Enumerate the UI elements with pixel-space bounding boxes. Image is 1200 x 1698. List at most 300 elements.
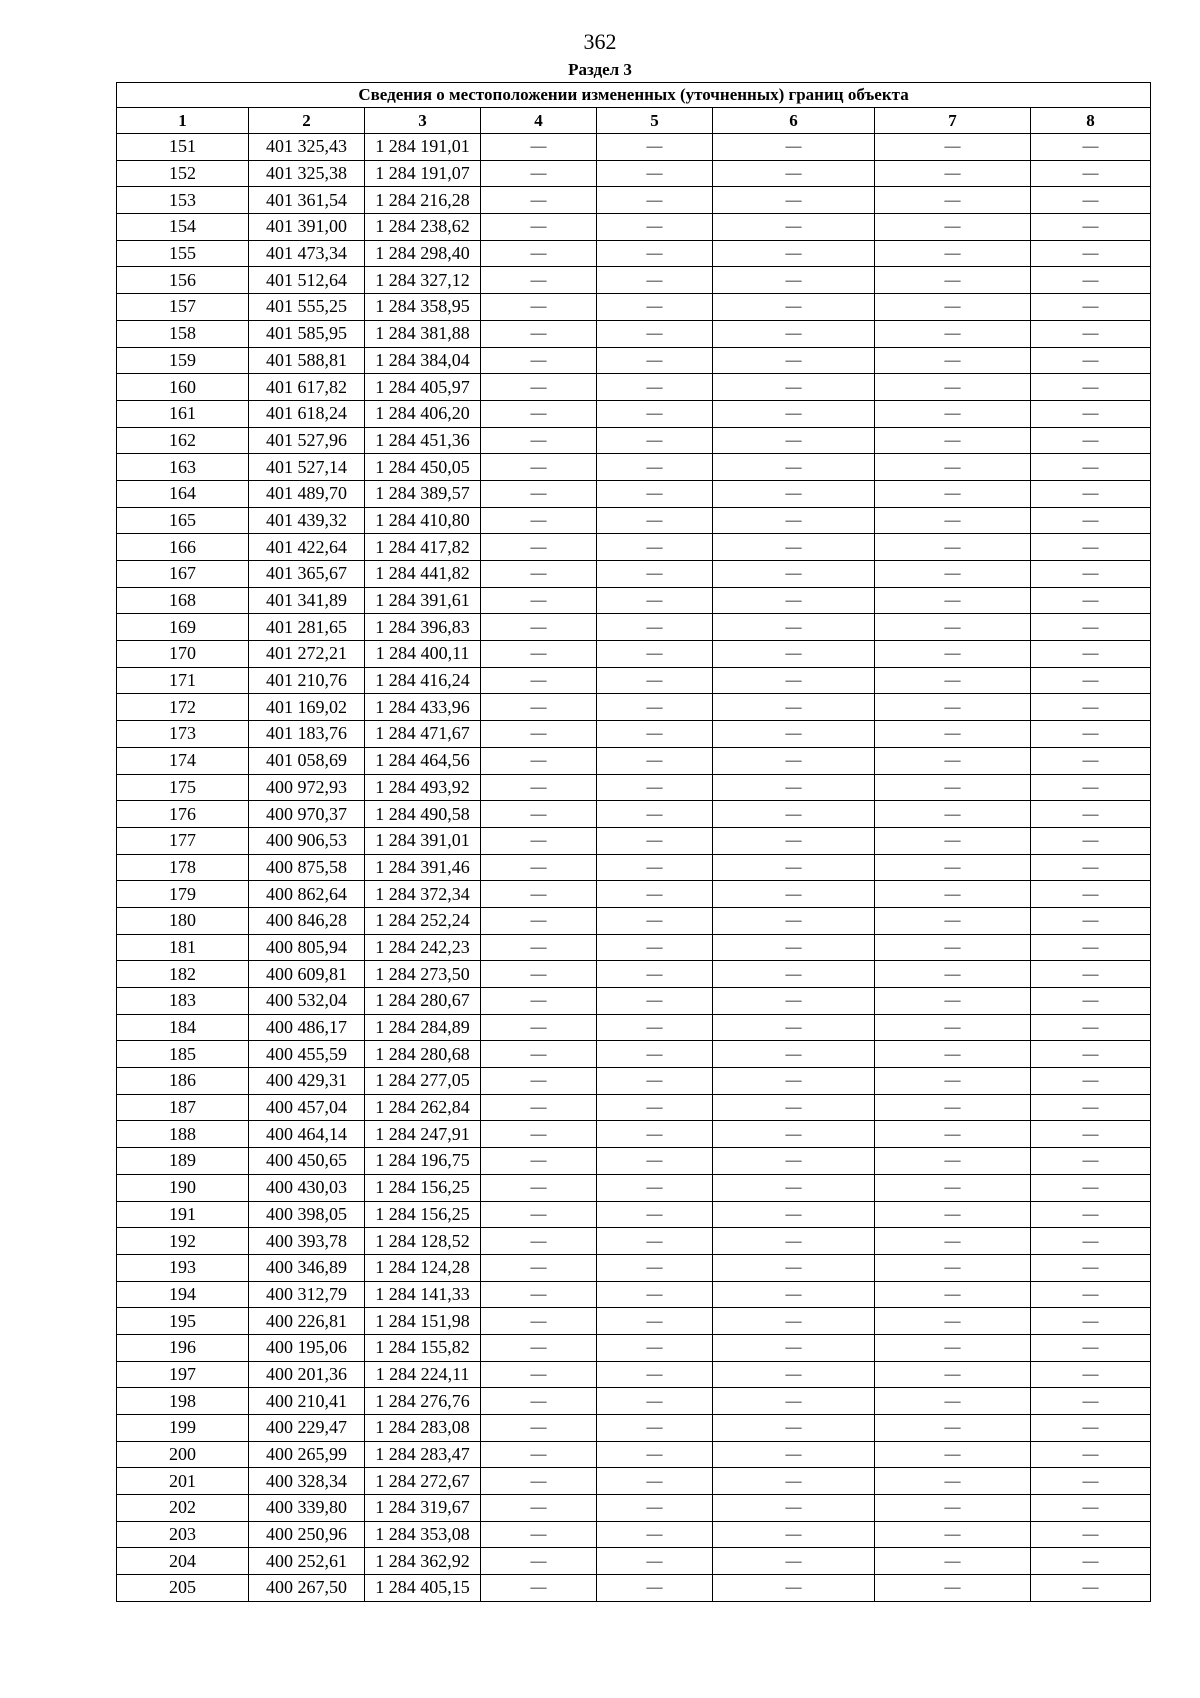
empty-value-cell: —	[875, 534, 1031, 561]
y-coordinate-cell: 1 284 381,88	[365, 320, 481, 347]
point-number-cell: 191	[117, 1201, 249, 1228]
point-number-cell: 189	[117, 1148, 249, 1175]
empty-value-cell: —	[713, 961, 875, 988]
empty-value-cell: —	[1031, 667, 1151, 694]
x-coordinate-cell: 400 252,61	[249, 1548, 365, 1575]
table-row	[117, 1041, 1151, 1068]
empty-value-cell: —	[1031, 881, 1151, 908]
point-number-cell: 161	[117, 400, 249, 427]
empty-value-cell: —	[713, 801, 875, 828]
table-row	[117, 480, 1151, 507]
table-row	[117, 1254, 1151, 1281]
x-coordinate-cell: 400 398,05	[249, 1201, 365, 1228]
empty-value-cell: —	[481, 400, 597, 427]
point-number-cell: 157	[117, 294, 249, 321]
empty-value-cell: —	[713, 1254, 875, 1281]
point-number-cell: 187	[117, 1094, 249, 1121]
empty-value-cell: —	[713, 721, 875, 748]
y-coordinate-cell: 1 284 224,11	[365, 1361, 481, 1388]
empty-value-cell: —	[1031, 214, 1151, 241]
table-body	[117, 134, 1151, 1602]
empty-value-cell: —	[1031, 774, 1151, 801]
empty-value-cell: —	[1031, 641, 1151, 668]
empty-value-cell: —	[597, 267, 713, 294]
y-coordinate-cell: 1 284 451,36	[365, 427, 481, 454]
empty-value-cell: —	[1031, 1254, 1151, 1281]
empty-value-cell: —	[597, 1014, 713, 1041]
y-coordinate-cell: 1 284 156,25	[365, 1201, 481, 1228]
empty-value-cell: —	[481, 694, 597, 721]
point-number-cell: 167	[117, 561, 249, 588]
table-row	[117, 561, 1151, 588]
empty-value-cell: —	[597, 641, 713, 668]
empty-value-cell: —	[481, 774, 597, 801]
empty-value-cell: —	[1031, 267, 1151, 294]
table-row	[117, 587, 1151, 614]
x-coordinate-cell: 401 058,69	[249, 747, 365, 774]
empty-value-cell: —	[875, 187, 1031, 214]
table-row	[117, 827, 1151, 854]
empty-value-cell: —	[1031, 160, 1151, 187]
point-number-cell: 204	[117, 1548, 249, 1575]
x-coordinate-cell: 401 365,67	[249, 561, 365, 588]
x-coordinate-cell: 401 422,64	[249, 534, 365, 561]
y-coordinate-cell: 1 284 252,24	[365, 907, 481, 934]
table-row	[117, 988, 1151, 1015]
x-coordinate-cell: 401 555,25	[249, 294, 365, 321]
empty-value-cell: —	[713, 881, 875, 908]
empty-value-cell: —	[875, 427, 1031, 454]
y-coordinate-cell: 1 284 276,76	[365, 1388, 481, 1415]
empty-value-cell: —	[597, 1388, 713, 1415]
column-header: 7	[875, 108, 1031, 134]
y-coordinate-cell: 1 284 238,62	[365, 214, 481, 241]
y-coordinate-cell: 1 284 417,82	[365, 534, 481, 561]
table-row	[117, 347, 1151, 374]
x-coordinate-cell: 401 281,65	[249, 614, 365, 641]
x-coordinate-cell: 400 265,99	[249, 1441, 365, 1468]
x-coordinate-cell: 400 226,81	[249, 1308, 365, 1335]
empty-value-cell: —	[1031, 294, 1151, 321]
empty-value-cell: —	[1031, 454, 1151, 481]
empty-value-cell: —	[875, 374, 1031, 401]
empty-value-cell: —	[597, 1521, 713, 1548]
x-coordinate-cell: 400 906,53	[249, 827, 365, 854]
x-coordinate-cell: 400 875,58	[249, 854, 365, 881]
empty-value-cell: —	[481, 1495, 597, 1522]
x-coordinate-cell: 400 229,47	[249, 1415, 365, 1442]
empty-value-cell: —	[597, 1281, 713, 1308]
point-number-cell: 197	[117, 1361, 249, 1388]
y-coordinate-cell: 1 284 196,75	[365, 1148, 481, 1175]
empty-value-cell: —	[713, 827, 875, 854]
x-coordinate-cell: 401 489,70	[249, 480, 365, 507]
empty-value-cell: —	[597, 881, 713, 908]
y-coordinate-cell: 1 284 319,67	[365, 1495, 481, 1522]
empty-value-cell: —	[1031, 1495, 1151, 1522]
empty-value-cell: —	[481, 934, 597, 961]
x-coordinate-cell: 400 267,50	[249, 1575, 365, 1602]
empty-value-cell: —	[713, 641, 875, 668]
table-row	[117, 1094, 1151, 1121]
empty-value-cell: —	[481, 1068, 597, 1095]
empty-value-cell: —	[481, 1575, 597, 1602]
empty-value-cell: —	[875, 1468, 1031, 1495]
table-row	[117, 907, 1151, 934]
empty-value-cell: —	[713, 454, 875, 481]
empty-value-cell: —	[875, 1575, 1031, 1602]
empty-value-cell: —	[481, 614, 597, 641]
empty-value-cell: —	[481, 1361, 597, 1388]
empty-value-cell: —	[597, 134, 713, 161]
point-number-cell: 159	[117, 347, 249, 374]
table-row	[117, 1201, 1151, 1228]
empty-value-cell: —	[597, 374, 713, 401]
y-coordinate-cell: 1 284 410,80	[365, 507, 481, 534]
empty-value-cell: —	[481, 320, 597, 347]
point-number-cell: 200	[117, 1441, 249, 1468]
table-row	[117, 534, 1151, 561]
empty-value-cell: —	[713, 774, 875, 801]
empty-value-cell: —	[1031, 134, 1151, 161]
empty-value-cell: —	[481, 961, 597, 988]
empty-value-cell: —	[481, 1254, 597, 1281]
table-row	[117, 747, 1151, 774]
empty-value-cell: —	[481, 827, 597, 854]
empty-value-cell: —	[875, 1361, 1031, 1388]
empty-value-cell: —	[875, 160, 1031, 187]
y-coordinate-cell: 1 284 216,28	[365, 187, 481, 214]
section-title: Раздел 3	[568, 60, 632, 79]
empty-value-cell: —	[875, 400, 1031, 427]
empty-value-cell: —	[597, 667, 713, 694]
point-number-cell: 180	[117, 907, 249, 934]
empty-value-cell: —	[1031, 1468, 1151, 1495]
empty-value-cell: —	[713, 294, 875, 321]
empty-value-cell: —	[1031, 507, 1151, 534]
x-coordinate-cell: 400 312,79	[249, 1281, 365, 1308]
empty-value-cell: —	[481, 854, 597, 881]
point-number-cell: 198	[117, 1388, 249, 1415]
empty-value-cell: —	[597, 1121, 713, 1148]
empty-value-cell: —	[713, 854, 875, 881]
empty-value-cell: —	[1031, 480, 1151, 507]
empty-value-cell: —	[875, 1201, 1031, 1228]
empty-value-cell: —	[1031, 1148, 1151, 1175]
x-coordinate-cell: 401 588,81	[249, 347, 365, 374]
empty-value-cell: —	[597, 427, 713, 454]
empty-value-cell: —	[875, 614, 1031, 641]
point-number-cell: 171	[117, 667, 249, 694]
x-coordinate-cell: 400 972,93	[249, 774, 365, 801]
empty-value-cell: —	[713, 667, 875, 694]
empty-value-cell: —	[875, 267, 1031, 294]
empty-value-cell: —	[875, 1521, 1031, 1548]
empty-value-cell: —	[1031, 1521, 1151, 1548]
table-row	[117, 1281, 1151, 1308]
point-number-cell: 163	[117, 454, 249, 481]
empty-value-cell: —	[597, 1308, 713, 1335]
table-row	[117, 507, 1151, 534]
point-number-cell: 169	[117, 614, 249, 641]
point-number-cell: 184	[117, 1014, 249, 1041]
table-row	[117, 320, 1151, 347]
table-row	[117, 721, 1151, 748]
point-number-cell: 193	[117, 1254, 249, 1281]
empty-value-cell: —	[1031, 240, 1151, 267]
empty-value-cell: —	[597, 721, 713, 748]
x-coordinate-cell: 400 457,04	[249, 1094, 365, 1121]
x-coordinate-cell: 400 609,81	[249, 961, 365, 988]
point-number-cell: 188	[117, 1121, 249, 1148]
empty-value-cell: —	[875, 480, 1031, 507]
empty-value-cell: —	[481, 1041, 597, 1068]
point-number-cell: 164	[117, 480, 249, 507]
table-row	[117, 1014, 1151, 1041]
empty-value-cell: —	[597, 1068, 713, 1095]
empty-value-cell: —	[713, 1388, 875, 1415]
empty-value-cell: —	[597, 1041, 713, 1068]
table-row	[117, 667, 1151, 694]
empty-value-cell: —	[1031, 1068, 1151, 1095]
empty-value-cell: —	[597, 907, 713, 934]
empty-value-cell: —	[597, 1361, 713, 1388]
y-coordinate-cell: 1 284 405,15	[365, 1575, 481, 1602]
empty-value-cell: —	[597, 1548, 713, 1575]
point-number-cell: 176	[117, 801, 249, 828]
x-coordinate-cell: 400 195,06	[249, 1334, 365, 1361]
y-coordinate-cell: 1 284 273,50	[365, 961, 481, 988]
empty-value-cell: —	[713, 427, 875, 454]
empty-value-cell: —	[713, 134, 875, 161]
y-coordinate-cell: 1 284 280,67	[365, 988, 481, 1015]
empty-value-cell: —	[1031, 374, 1151, 401]
empty-value-cell: —	[481, 667, 597, 694]
empty-value-cell: —	[481, 561, 597, 588]
empty-value-cell: —	[597, 454, 713, 481]
point-number-cell: 199	[117, 1415, 249, 1442]
empty-value-cell: —	[597, 1415, 713, 1442]
x-coordinate-cell: 401 473,34	[249, 240, 365, 267]
empty-value-cell: —	[713, 1441, 875, 1468]
x-coordinate-cell: 401 361,54	[249, 187, 365, 214]
y-coordinate-cell: 1 284 405,97	[365, 374, 481, 401]
empty-value-cell: —	[597, 1334, 713, 1361]
y-coordinate-cell: 1 284 283,47	[365, 1441, 481, 1468]
y-coordinate-cell: 1 284 141,33	[365, 1281, 481, 1308]
x-coordinate-cell: 400 328,34	[249, 1468, 365, 1495]
empty-value-cell: —	[1031, 1334, 1151, 1361]
y-coordinate-cell: 1 284 396,83	[365, 614, 481, 641]
empty-value-cell: —	[713, 1495, 875, 1522]
table-row	[117, 1361, 1151, 1388]
x-coordinate-cell: 400 486,17	[249, 1014, 365, 1041]
x-coordinate-cell: 401 618,24	[249, 400, 365, 427]
empty-value-cell: —	[875, 1388, 1031, 1415]
table-row	[117, 614, 1151, 641]
empty-value-cell: —	[481, 240, 597, 267]
empty-value-cell: —	[481, 1334, 597, 1361]
empty-value-cell: —	[875, 934, 1031, 961]
empty-value-cell: —	[481, 1415, 597, 1442]
empty-value-cell: —	[1031, 854, 1151, 881]
x-coordinate-cell: 400 464,14	[249, 1121, 365, 1148]
empty-value-cell: —	[1031, 721, 1151, 748]
empty-value-cell: —	[875, 801, 1031, 828]
x-coordinate-cell: 401 210,76	[249, 667, 365, 694]
empty-value-cell: —	[875, 1495, 1031, 1522]
table-row	[117, 1495, 1151, 1522]
y-coordinate-cell: 1 284 433,96	[365, 694, 481, 721]
table-row	[117, 1334, 1151, 1361]
point-number-cell: 173	[117, 721, 249, 748]
y-coordinate-cell: 1 284 391,61	[365, 587, 481, 614]
y-coordinate-cell: 1 284 384,04	[365, 347, 481, 374]
table-row	[117, 1148, 1151, 1175]
empty-value-cell: —	[875, 1174, 1031, 1201]
y-coordinate-cell: 1 284 406,20	[365, 400, 481, 427]
empty-value-cell: —	[481, 1121, 597, 1148]
empty-value-cell: —	[1031, 1121, 1151, 1148]
empty-value-cell: —	[481, 1148, 597, 1175]
empty-value-cell: —	[1031, 934, 1151, 961]
point-number-cell: 182	[117, 961, 249, 988]
y-coordinate-cell: 1 284 247,91	[365, 1121, 481, 1148]
empty-value-cell: —	[713, 1041, 875, 1068]
table-row	[117, 1228, 1151, 1255]
point-number-cell: 186	[117, 1068, 249, 1095]
table-row	[117, 854, 1151, 881]
empty-value-cell: —	[597, 774, 713, 801]
empty-value-cell: —	[713, 187, 875, 214]
table-row	[117, 187, 1151, 214]
empty-value-cell: —	[597, 614, 713, 641]
point-number-cell: 205	[117, 1575, 249, 1602]
empty-value-cell: —	[1031, 1228, 1151, 1255]
point-number-cell: 177	[117, 827, 249, 854]
table-row	[117, 160, 1151, 187]
empty-value-cell: —	[481, 587, 597, 614]
empty-value-cell: —	[713, 534, 875, 561]
x-coordinate-cell: 400 430,03	[249, 1174, 365, 1201]
empty-value-cell: —	[481, 1468, 597, 1495]
table-row	[117, 1415, 1151, 1442]
table-row	[117, 934, 1151, 961]
y-coordinate-cell: 1 284 124,28	[365, 1254, 481, 1281]
table-row	[117, 1548, 1151, 1575]
x-coordinate-cell: 400 210,41	[249, 1388, 365, 1415]
x-coordinate-cell: 400 532,04	[249, 988, 365, 1015]
point-number-cell: 151	[117, 134, 249, 161]
point-number-cell: 160	[117, 374, 249, 401]
empty-value-cell: —	[1031, 614, 1151, 641]
table-row	[117, 641, 1151, 668]
empty-value-cell: —	[481, 988, 597, 1015]
point-number-cell: 168	[117, 587, 249, 614]
y-coordinate-cell: 1 284 416,24	[365, 667, 481, 694]
empty-value-cell: —	[713, 988, 875, 1015]
empty-value-cell: —	[713, 374, 875, 401]
point-number-cell: 156	[117, 267, 249, 294]
empty-value-cell: —	[1031, 587, 1151, 614]
table-row	[117, 1388, 1151, 1415]
empty-value-cell: —	[713, 907, 875, 934]
table-row	[117, 1441, 1151, 1468]
y-coordinate-cell: 1 284 283,08	[365, 1415, 481, 1442]
empty-value-cell: —	[597, 320, 713, 347]
column-header-row	[117, 108, 1151, 134]
point-number-cell: 181	[117, 934, 249, 961]
point-number-cell: 158	[117, 320, 249, 347]
x-coordinate-cell: 400 862,64	[249, 881, 365, 908]
table-row	[117, 134, 1151, 161]
empty-value-cell: —	[713, 507, 875, 534]
empty-value-cell: —	[481, 427, 597, 454]
empty-value-cell: —	[1031, 1014, 1151, 1041]
empty-value-cell: —	[875, 907, 1031, 934]
empty-value-cell: —	[875, 694, 1031, 721]
empty-value-cell: —	[1031, 320, 1151, 347]
empty-value-cell: —	[875, 1014, 1031, 1041]
x-coordinate-cell: 401 325,43	[249, 134, 365, 161]
empty-value-cell: —	[597, 400, 713, 427]
empty-value-cell: —	[713, 1174, 875, 1201]
empty-value-cell: —	[713, 400, 875, 427]
y-coordinate-cell: 1 284 151,98	[365, 1308, 481, 1335]
empty-value-cell: —	[1031, 1441, 1151, 1468]
point-number-cell: 155	[117, 240, 249, 267]
empty-value-cell: —	[713, 1228, 875, 1255]
point-number-cell: 162	[117, 427, 249, 454]
empty-value-cell: —	[481, 721, 597, 748]
empty-value-cell: —	[713, 747, 875, 774]
empty-value-cell: —	[875, 1254, 1031, 1281]
y-coordinate-cell: 1 284 372,34	[365, 881, 481, 908]
empty-value-cell: —	[1031, 907, 1151, 934]
empty-value-cell: —	[597, 854, 713, 881]
point-number-cell: 154	[117, 214, 249, 241]
point-number-cell: 202	[117, 1495, 249, 1522]
empty-value-cell: —	[875, 347, 1031, 374]
column-header: 2	[249, 108, 365, 134]
empty-value-cell: —	[713, 267, 875, 294]
x-coordinate-cell: 400 846,28	[249, 907, 365, 934]
column-header: 4	[481, 108, 597, 134]
empty-value-cell: —	[481, 1441, 597, 1468]
empty-value-cell: —	[713, 1334, 875, 1361]
page-number: 362	[583, 29, 617, 54]
empty-value-cell: —	[481, 1228, 597, 1255]
x-coordinate-cell: 400 455,59	[249, 1041, 365, 1068]
empty-value-cell: —	[597, 1094, 713, 1121]
x-coordinate-cell: 401 169,02	[249, 694, 365, 721]
point-number-cell: 178	[117, 854, 249, 881]
empty-value-cell: —	[481, 160, 597, 187]
x-coordinate-cell: 400 393,78	[249, 1228, 365, 1255]
empty-value-cell: —	[481, 801, 597, 828]
x-coordinate-cell: 401 341,89	[249, 587, 365, 614]
table-row	[117, 1068, 1151, 1095]
empty-value-cell: —	[597, 587, 713, 614]
empty-value-cell: —	[481, 1094, 597, 1121]
empty-value-cell: —	[481, 294, 597, 321]
column-header: 8	[1031, 108, 1151, 134]
empty-value-cell: —	[875, 294, 1031, 321]
empty-value-cell: —	[1031, 1308, 1151, 1335]
empty-value-cell: —	[1031, 1281, 1151, 1308]
empty-value-cell: —	[597, 1201, 713, 1228]
empty-value-cell: —	[713, 614, 875, 641]
